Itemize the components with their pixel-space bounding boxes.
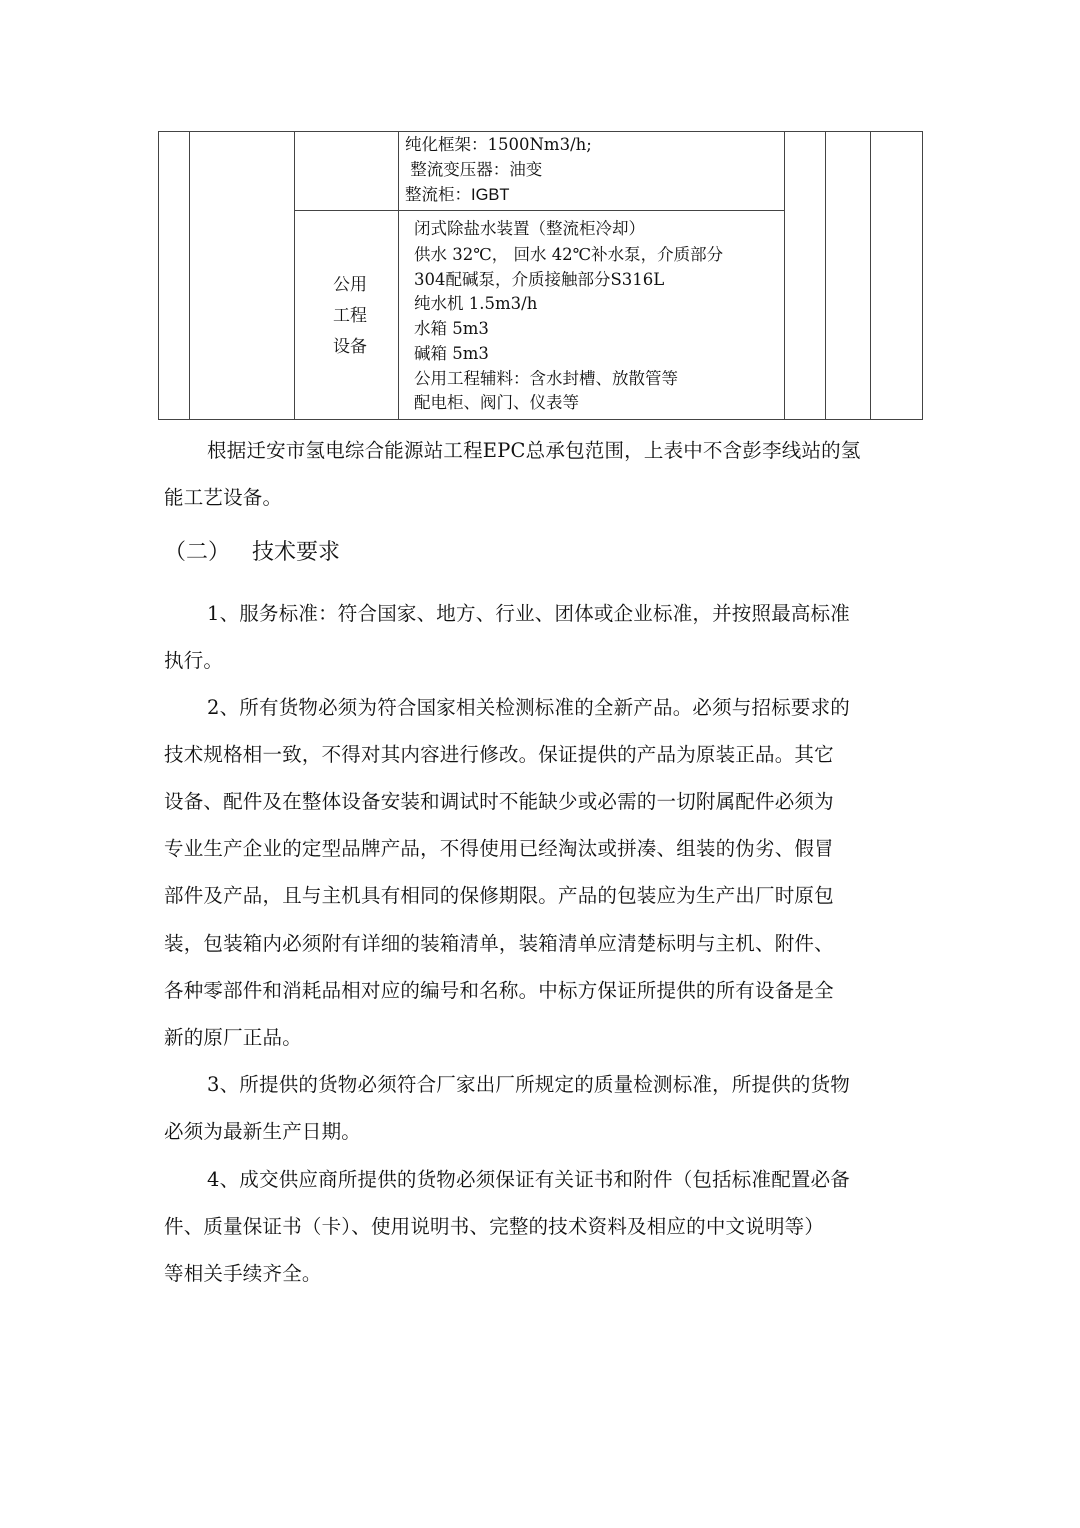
paragraph-line: 装，包装箱内必须附有详细的装箱清单，装箱清单应清楚标明与主机、附件、: [164, 932, 834, 955]
paragraph-line: 3、所提供的货物必须符合厂家出厂所规定的质量检测标准，所提供的货物: [207, 1073, 851, 1096]
table-col-border: [158, 131, 159, 420]
spec-line: 纯化框架：1500Nm3/h;: [405, 135, 592, 154]
spec-line: 闭式除盐水装置（整流柜冷却）: [414, 219, 645, 238]
spec-line: 整流变压器：油变: [405, 160, 543, 179]
spec-line: 304配碱泵，介质接触部分S316L: [414, 270, 665, 289]
paragraph-line: 设备、配件及在整体设备安装和调试时不能缺少或必需的一切附属配件必须为: [164, 790, 834, 813]
spec-line: 供水 32℃， 回水 42℃补水泵，介质部分: [414, 245, 724, 264]
table-top-border: [158, 131, 923, 132]
table-col-border: [294, 131, 295, 420]
category-line: 设备: [333, 337, 367, 357]
table-bottom-border: [158, 419, 923, 420]
paragraph-line: 各种零部件和消耗品相对应的编号和名称。中标方保证所提供的所有设备是全: [164, 979, 834, 1002]
table-row-divider: [294, 210, 785, 211]
table-col-border: [825, 131, 826, 420]
paragraph-line: 部件及产品，且与主机具有相同的保修期限。产品的包装应为生产出厂时原包: [164, 884, 834, 907]
table-col-border: [784, 131, 785, 420]
paragraph-line: 2、所有货物必须为符合国家相关检测标准的全新产品。必须与招标要求的: [207, 696, 851, 719]
paragraph-line: 必须为最新生产日期。: [164, 1120, 362, 1143]
spec-line: 整流柜：IGBT: [405, 186, 510, 204]
paragraph-line: 新的原厂正品。: [164, 1026, 302, 1049]
paragraph-line: 执行。: [164, 649, 224, 672]
table-col-border: [398, 131, 399, 420]
spec-line: 碱箱 5m3: [414, 344, 489, 363]
paragraph-line: 件、质量保证书（卡）、使用说明书、完整的技术资料及相应的中文说明等）: [164, 1215, 825, 1238]
spec-line: 水箱 5m3: [414, 319, 489, 338]
spec-line: 配电柜、阀门、仪表等: [414, 393, 579, 412]
category-line: 工程: [333, 306, 367, 326]
paragraph-line: 1、服务标准：符合国家、地方、行业、团体或企业标准，并按照最高标准: [207, 602, 851, 625]
section-title: 技术要求: [252, 540, 341, 565]
spec-line: 纯水机 1.5m3/h: [414, 294, 538, 313]
table-col-border: [922, 131, 923, 420]
paragraph-line: 等相关手续齐全。: [164, 1262, 322, 1285]
section-number: （二）: [164, 540, 231, 565]
equipment-table: [0, 0, 1080, 430]
paragraph-line: 专业生产企业的定型品牌产品，不得使用已经淘汰或拼凑、组装的伪劣、假冒: [164, 837, 834, 860]
table-col-border: [189, 131, 190, 420]
paragraph-line: 技术规格相一致，不得对其内容进行修改。保证提供的产品为原装正品。其它: [164, 743, 834, 766]
paragraph-line: 能工艺设备。: [164, 486, 283, 509]
section-heading: [164, 533, 340, 573]
category-line: 公用: [333, 275, 367, 295]
paragraph-line: 4、成交供应商所提供的货物必须保证有关证书和附件（包括标准配置必备: [207, 1168, 851, 1191]
spec-line: 公用工程辅料：含水封槽、放散管等: [414, 369, 678, 388]
paragraph-line: 根据迁安市氢电综合能源站工程EPC总承包范围，上表中不含彭李线站的氢: [207, 439, 861, 462]
table-col-border: [870, 131, 871, 420]
